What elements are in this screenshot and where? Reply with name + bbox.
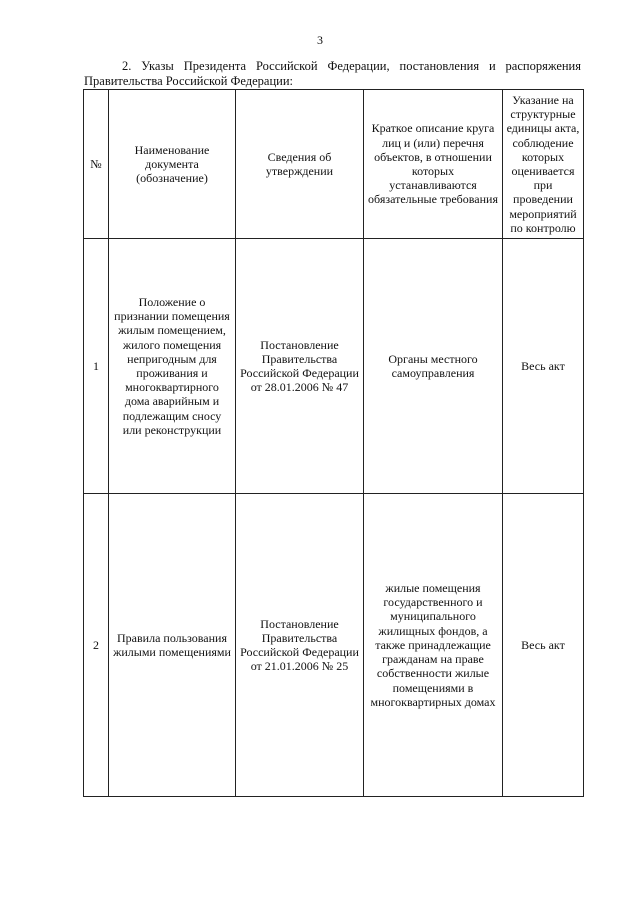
section-heading	[84, 59, 581, 89]
table-row	[84, 494, 584, 797]
scope-description: жилые помещения государственного и муниципального жилищных фондов, а также принадлежащие гражданам на праве собственности жилые помещениями в многоквартирных домах	[364, 494, 503, 797]
header-scope-description: Краткое описание круга лиц и (или) перечня объектов, в отношении которых устанавливаются обязательные требования	[364, 90, 503, 239]
scope-description: Органы местного самоуправления	[364, 239, 503, 494]
legal-acts-table	[83, 89, 584, 797]
header-number: №	[84, 90, 109, 239]
header-approval-info: Сведения об утверждении	[236, 90, 364, 239]
row-number: 2	[84, 494, 109, 797]
table-row	[84, 239, 584, 494]
header-document-name: Наименование документа (обозначение)	[109, 90, 236, 239]
row-number: 1	[84, 239, 109, 494]
approval-info: Постановление Правительства Российской Федерации от 21.01.2006 № 25	[236, 494, 364, 797]
section-heading-line-2: Правительства Российской Федерации:	[84, 74, 294, 88]
approval-info: Постановление Правительства Российской Федерации от 28.01.2006 № 47	[236, 239, 364, 494]
header-structural-units: Указание на структурные единицы акта, соблюдение которых оценивается при проведении мероприятий по контролю	[503, 90, 584, 239]
structural-units: Весь акт	[503, 494, 584, 797]
document-name: Правила пользования жилыми помещениями	[109, 494, 236, 797]
structural-units: Весь акт	[503, 239, 584, 494]
document-name: Положение о признании помещения жилым помещением, жилого помещения непригодным для проживания и многоквартирного дома аварийным и подлежащим сносу или реконструкции	[109, 239, 236, 494]
table-header-row	[84, 90, 584, 239]
page-number: 3	[317, 33, 323, 47]
section-heading-line-1: 2. Указы Президента Российской Федерации, постановления и распоряжения	[122, 59, 581, 73]
